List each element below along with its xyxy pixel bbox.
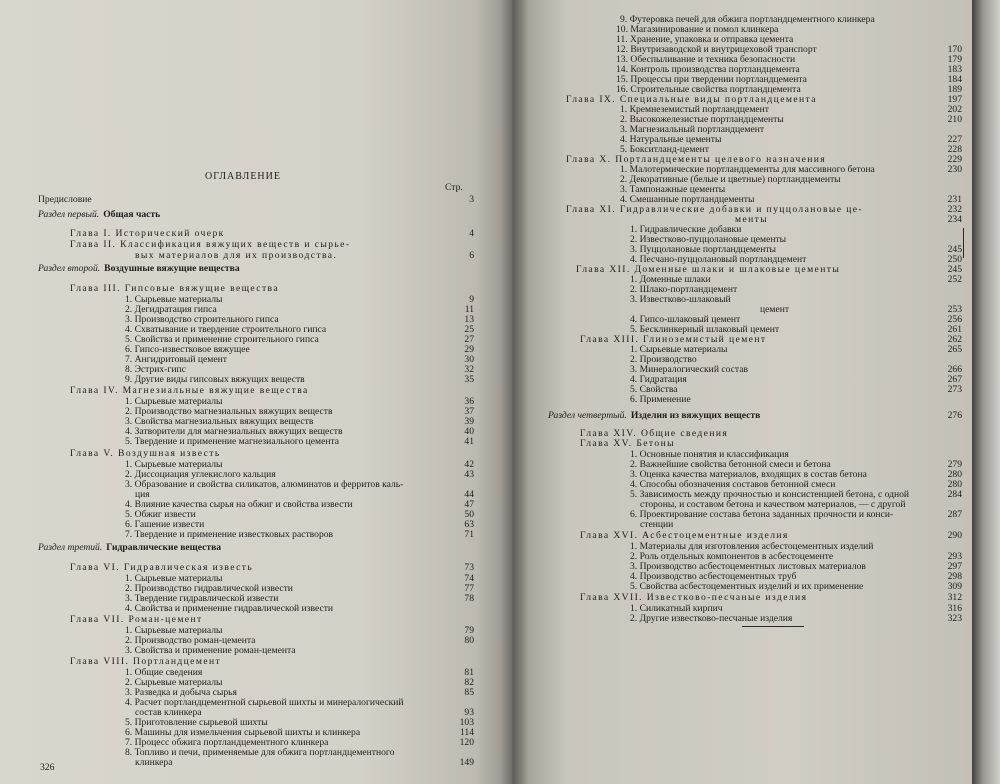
toc-entry <box>630 394 691 405</box>
toc-entry-text: 7. Ангидритовый цемент <box>125 354 227 365</box>
toc-chapter <box>580 438 675 449</box>
toc-entry-text: 2. Диссоциация углекислого кальция <box>125 469 276 480</box>
toc-entry-text: Глава IX. Специальные виды портландцемента <box>566 94 817 105</box>
toc-page-number: 297 <box>947 561 962 572</box>
toc-entry-text: 5. Бесклинкерный шлаковый цемент <box>630 324 780 335</box>
toc-entry-text: 1. Малотермические портландцементы для массивного бетона <box>620 164 875 175</box>
book-gutter <box>500 0 528 784</box>
toc-page-number: 73 <box>464 562 474 573</box>
toc-title: ОГЛАВЛЕНИЕ <box>205 171 281 182</box>
toc-page-number: 27 <box>464 334 474 345</box>
toc-entry-text: ция <box>135 489 150 500</box>
toc-entry-text: 6. Гашение извести <box>125 519 205 530</box>
toc-entry-text: 3. Твердение гидравлической извести <box>125 593 279 604</box>
toc-entry-text: 16. Строительные свойства портландцемента <box>616 84 801 95</box>
toc-entry-text: 8. Топливо и печи, применяемые для обжига портландцементного <box>125 747 395 758</box>
toc-page-number: 312 <box>947 592 962 603</box>
toc-chapter <box>70 239 350 250</box>
toc-entry-text: 2. Производство магнезиальных вяжущих веществ <box>125 406 333 417</box>
toc-entry-text: 2. Высокожелезистые портландцементы <box>620 114 784 125</box>
toc-entry-text: Глава VI. Гидравлическая известь <box>70 562 254 573</box>
toc-chapter <box>580 530 789 541</box>
toc-page-number: 298 <box>947 571 962 582</box>
toc-entry-text: 5. Обжиг извести <box>125 509 196 520</box>
toc-page-number: 256 <box>947 314 962 325</box>
toc-section <box>38 542 221 553</box>
toc-page-number: 9 <box>469 294 474 305</box>
toc-entry-text: стороны, и составом бетона и качеством материалов, — с другой <box>640 499 906 510</box>
toc-entry-text: Глава XII. Доменные шлаки и шлаковые цементы <box>576 264 841 275</box>
toc-chapter <box>70 228 225 239</box>
toc-page-number: 229 <box>947 154 962 165</box>
toc-entry-text: 2. Дегидратация гипса <box>125 304 217 315</box>
toc-page-number: 279 <box>947 459 962 470</box>
toc-page-number: 4 <box>469 228 474 239</box>
margin-mark <box>963 228 964 258</box>
toc-page-number: 6 <box>469 250 474 261</box>
toc-entry-text: 9. Другие виды гипсовых вяжущих веществ <box>125 374 305 385</box>
toc-entry-text: 15. Процессы при твердении портландцемента <box>616 74 807 85</box>
toc-page-number: 280 <box>947 469 962 480</box>
toc-entry-text: 4. Песчано-пуццолановый портландцемент <box>630 254 807 265</box>
toc-page-number: 232 <box>947 204 962 215</box>
toc-section-title: Изделия из вяжущих веществ <box>630 410 761 421</box>
toc-page-number: 42 <box>464 459 474 470</box>
toc-page-number: 309 <box>947 581 962 592</box>
toc-page-number: 35 <box>464 374 474 385</box>
toc-entry-text: 13. Обеспыливание и техника безопасности <box>616 54 796 65</box>
toc-page-number: 266 <box>947 364 962 375</box>
toc-entry-text: 1. Сырьевые материалы <box>125 396 223 407</box>
toc-page-number: 3 <box>469 194 474 205</box>
toc-page-number: 179 <box>947 54 962 65</box>
toc-entry-text: стенции <box>640 519 674 530</box>
toc-entry-text: 1. Доменные шлаки <box>630 274 711 285</box>
toc-entry-text: Глава XIII. Глиноземистый цемент <box>580 334 767 345</box>
toc-chapter <box>70 614 203 625</box>
toc-page-number: 267 <box>947 374 962 385</box>
toc-section-title: Гидравлические вещества <box>106 542 222 553</box>
toc-entry <box>125 479 403 490</box>
toc-entry-text: 1. Гидравлические добавки <box>630 224 742 235</box>
toc-page-number: 293 <box>947 551 962 562</box>
toc-page-number: 37 <box>464 406 474 417</box>
toc-page-number: 197 <box>947 94 962 105</box>
toc-entry-text: Глава V. Воздушная известь <box>70 448 221 459</box>
toc-entry-text: 3. Свойства и применение роман-цемента <box>125 645 296 656</box>
toc-entry-text: 3. Минералогический состав <box>630 364 749 375</box>
toc-entry-text: 3. Тампонажные цементы <box>620 184 726 195</box>
toc-entry-text: 1. Материалы для изготовления асбестоцементных изделий <box>630 541 874 552</box>
toc-page-number: 323 <box>947 613 962 624</box>
toc-page-number: 93 <box>464 707 474 718</box>
toc-chapter <box>70 385 309 396</box>
toc-page-number: 41 <box>464 436 474 447</box>
toc-page-number: 78 <box>464 593 474 604</box>
toc-page-number: 81 <box>464 667 474 678</box>
toc-entry-text: Предисловие <box>38 194 92 205</box>
toc-entry-text: 1. Сырьевые материалы <box>125 573 223 584</box>
toc-page-number: 231 <box>947 194 962 205</box>
toc-entry-text: 6. Проектирование состава бетона заданных прочности и конси- <box>630 509 894 520</box>
toc-entry-text: 6. Машины для измельчения сырьевой шихты и клинкера <box>125 727 361 738</box>
toc-page-number: 43 <box>464 469 474 480</box>
toc-page-number: 79 <box>464 625 474 636</box>
toc-entry <box>125 645 296 656</box>
toc-page-number: 252 <box>947 274 962 285</box>
toc-entry-text: Глава XV. Бетоны <box>580 438 675 449</box>
toc-page-number: 44 <box>464 489 474 500</box>
toc-entry-text: 1. Кремнеземистый портландцемент <box>620 104 769 115</box>
toc-entry-text: 2. Известково-пуццолановые цементы <box>630 234 787 245</box>
toc-entry-text: 4. Свойства и применение гидравлической извести <box>125 603 334 614</box>
toc-entry-text: 4. Натуральные цементы <box>620 134 722 145</box>
toc-entry-text: Глава VII. Роман-цемент <box>70 614 203 625</box>
toc-entry <box>135 757 172 768</box>
toc-chapter <box>580 592 807 603</box>
toc-page-number: 25 <box>464 324 474 335</box>
toc-entry-text: 4. Затворители для магнезиальных вяжущих веществ <box>125 426 343 437</box>
toc-page-number: 230 <box>947 164 962 175</box>
toc-entry-text: Глава XIV. Общие сведения <box>580 428 729 439</box>
toc-entry-text: 2. Роль отдельных компонентов в асбестоцементе <box>630 551 834 562</box>
toc-chapter <box>70 448 221 459</box>
toc-page-number: 170 <box>947 44 962 55</box>
toc-entry <box>38 194 92 205</box>
toc-entry-text: 5. Свойства <box>630 384 678 395</box>
toc-page-number: 114 <box>459 727 474 738</box>
toc-chapter <box>70 283 279 294</box>
toc-entry-text: 8. Эстрих-гипс <box>125 364 186 375</box>
toc-entry-text: 4. Влияние качества сырья на обжиг и свойства извести <box>125 499 353 510</box>
toc-entry-text: Глава X. Портландцементы целевого назначения <box>566 154 827 165</box>
toc-page-number: 30 <box>464 354 474 365</box>
toc-page-number: 276 <box>947 410 962 421</box>
toc-page-number: 39 <box>464 416 474 427</box>
toc-entry-text: 4. Производство асбестоцементных труб <box>630 571 797 582</box>
toc-entry-text: 3. Образование и свойства силикатов, алюминатов и ферритов каль- <box>125 479 404 490</box>
toc-entry-text: 1. Сырьевые материалы <box>125 294 223 305</box>
toc-entry-text: 4. Расчет портландцементной сырьевой шихты и минералогический <box>125 697 404 708</box>
toc-page-number: 280 <box>947 479 962 490</box>
toc-chapter <box>135 250 337 261</box>
toc-page-number: 245 <box>947 264 962 275</box>
toc-entry-text: 2. Сырьевые материалы <box>125 677 223 688</box>
toc-page-number: 183 <box>947 64 962 75</box>
toc-entry <box>760 304 789 315</box>
toc-chapter <box>566 204 863 215</box>
toc-entry <box>125 529 333 540</box>
toc-page-number: 40 <box>464 426 474 437</box>
toc-entry-text: Глава XVI. Асбестоцементные изделия <box>580 530 789 541</box>
toc-entry-text: Глава III. Гипсовые вяжущие вещества <box>70 283 279 294</box>
toc-page-number: 290 <box>947 530 962 541</box>
toc-entry-text: 11. Хранение, упаковка и отправка цемента <box>616 34 794 45</box>
toc-entry-text: 5. Свойства асбестоцементных изделий и их применение <box>630 581 864 592</box>
page-column-header: Стр. <box>445 182 463 193</box>
toc-entry-text: 3. Разведка и добыча сырья <box>125 687 237 698</box>
toc-page-number: 228 <box>947 144 962 155</box>
toc-page-number: 184 <box>947 74 962 85</box>
toc-page-number: 253 <box>947 304 962 315</box>
toc-page-number: 273 <box>947 384 962 395</box>
toc-page-number: 261 <box>947 324 962 335</box>
toc-entry-text: 5. Свойства и применение строительного гипса <box>125 334 319 345</box>
toc-page-number: 245 <box>947 244 962 255</box>
toc-entry-text: 6. Гипсо-известковое вяжущее <box>125 344 250 355</box>
toc-chapter <box>70 656 221 667</box>
toc-page-number: 82 <box>464 677 474 688</box>
toc-entry-text: 4. Гидратация <box>630 374 687 385</box>
toc-page-number: 50 <box>464 509 474 520</box>
toc-section-title: Общая часть <box>103 209 161 220</box>
toc-page-number: 36 <box>464 396 474 407</box>
end-rule <box>742 626 804 627</box>
toc-entry-text: 3. Известково-шлаковый <box>630 294 731 305</box>
toc-entry-text: 1. Основные понятия и классификация <box>630 449 789 460</box>
toc-section <box>548 410 760 421</box>
toc-entry-text: 2. Декоративные (белые и цветные) портландцементы <box>620 174 841 185</box>
toc-entry-text: Глава VIII. Портландцемент <box>70 656 222 667</box>
toc-page-number: 120 <box>459 737 474 748</box>
toc-entry-text: Раздел второй. <box>38 263 101 274</box>
toc-entry-text: 12. Внутризаводской и внутрицеховой транспорт <box>616 44 817 55</box>
toc-entry-text: 1. Общие сведения <box>125 667 203 678</box>
toc-entry-text: Раздел третий. <box>38 542 103 553</box>
toc-entry-text: Глава II. Классификация вяжущих веществ и сырье- <box>70 239 351 250</box>
toc-page-number: 227 <box>947 134 962 145</box>
toc-entry-text: 10. Магазинирование и помол клинкера <box>616 24 779 35</box>
toc-entry-text: 3. Производство асбестоцементных листовых материалов <box>630 561 866 572</box>
toc-entry-text: 1. Силикатный кирпич <box>630 603 723 614</box>
toc-entry-text: вых материалов для их производства. <box>135 250 338 261</box>
toc-page-number: 262 <box>947 334 962 345</box>
toc-entry-text: Глава XI. Гидравлические добавки и пуццолановые це- <box>566 204 863 215</box>
toc-section-title: Воздушные вяжущие вещества <box>104 263 240 274</box>
toc-page-number: 265 <box>947 344 962 355</box>
toc-entry <box>630 294 731 305</box>
toc-section <box>38 263 240 274</box>
toc-entry-text: 5. Приготовление сырьевой шихты <box>125 717 268 728</box>
toc-entry-text: 6. Применение <box>630 394 691 405</box>
toc-entry-text: 4. Способы обозначения составов бетонной смеси <box>630 479 836 490</box>
toc-entry-text: 2. Шлако-портландцемент <box>630 284 738 295</box>
toc-page-number: 11 <box>464 304 474 315</box>
toc-entry-text: Глава IV. Магнезиальные вяжущие вещества <box>70 385 309 396</box>
toc-entry-text: 1. Сырьевые материалы <box>630 344 728 355</box>
toc-entry-text: 3. Оценка качества материалов, входящих в состав бетона <box>630 469 867 480</box>
page-edge <box>972 0 1000 784</box>
toc-entry <box>630 581 863 592</box>
toc-entry <box>125 436 339 447</box>
toc-entry-text: менты <box>735 214 769 225</box>
toc-entry <box>640 519 673 530</box>
toc-section <box>38 209 160 220</box>
toc-entry-text: 7. Процесс обжига портландцементного клинкера <box>125 737 329 748</box>
page-number: 326 <box>40 762 55 773</box>
toc-entry-text: 2. Важнейшие свойства бетонной смеси и бетона <box>630 459 831 470</box>
toc-entry-text: цемент <box>760 304 790 315</box>
toc-entry-text: 4. Гипсо-шлаковый цемент <box>630 314 741 325</box>
toc-entry-text: 3. Свойства магнезиальных вяжущих веществ <box>125 416 314 427</box>
toc-entry-text: 7. Твердение и применение известковых растворов <box>125 529 334 540</box>
toc-page-number: 189 <box>947 84 962 95</box>
toc-entry-text: клинкера <box>135 757 173 768</box>
toc-page-number: 74 <box>464 573 474 584</box>
toc-page-number: 287 <box>947 509 962 520</box>
toc-entry-text: 9. Футеровка печей для обжига портландцементного клинкера <box>620 14 875 25</box>
toc-page-number: 32 <box>464 364 474 375</box>
toc-entry-text: 2. Производство роман-цемента <box>125 635 256 646</box>
toc-entry <box>630 613 792 624</box>
toc-page-number: 103 <box>459 717 474 728</box>
toc-entry-text: 5. Зависимость между прочностью и консистенцией бетона, с одной <box>630 489 910 500</box>
toc-entry-text: Раздел первый. <box>38 209 100 220</box>
toc-page-number: 210 <box>947 114 962 125</box>
toc-entry-text: 14. Контроль производства портландцемента <box>616 64 800 75</box>
toc-page-number: 234 <box>947 214 962 225</box>
toc-entry-text: 4. Смешанные портландцементы <box>620 194 755 205</box>
toc-entry-text: Раздел четвертый. <box>548 410 627 421</box>
toc-page-number: 284 <box>947 489 962 500</box>
toc-entry-text: 2. Производство <box>630 354 697 365</box>
toc-entry-text: 5. Бокситланд-цемент <box>620 144 709 155</box>
toc-entry <box>125 603 333 614</box>
toc-entry-text: 2. Производство гидравлической извести <box>125 583 293 594</box>
toc-page-number: 250 <box>947 254 962 265</box>
toc-entry-text: 1. Сырьевые материалы <box>125 625 223 636</box>
toc-page-number: 29 <box>464 344 474 355</box>
toc-entry-text: 2. Другие известково-песчаные изделия <box>630 613 793 624</box>
toc-chapter <box>70 562 253 573</box>
toc-entry-text: 3. Магнезиальный портландцемент <box>620 124 765 135</box>
toc-entry <box>125 374 305 385</box>
toc-page-number: 47 <box>464 499 474 510</box>
toc-page-number: 63 <box>464 519 474 530</box>
toc-page-number: 202 <box>947 104 962 115</box>
toc-entry-text: 5. Твердение и применение магнезиального цемента <box>125 436 340 447</box>
toc-page-number: 80 <box>464 635 474 646</box>
toc-entry-text: 3. Производство строительного гипса <box>125 314 279 325</box>
toc-page-number: 316 <box>947 603 962 614</box>
toc-page-number: 71 <box>464 529 474 540</box>
toc-page-number: 77 <box>464 583 474 594</box>
toc-page-number: 13 <box>464 314 474 325</box>
toc-entry-text: состав клинкера <box>135 707 202 718</box>
toc-entry-text: Глава I. Исторический очерк <box>70 228 225 239</box>
toc-page-number: 149 <box>459 757 474 768</box>
toc-entry-text: 3. Пуццолановые портландцементы <box>630 244 776 255</box>
toc-entry-text: 1. Сырьевые материалы <box>125 459 223 470</box>
toc-page-number: 85 <box>464 687 474 698</box>
toc-entry-text: Глава XVII. Известково-песчаные изделия <box>580 592 808 603</box>
toc-entry-text: 4. Схватывание и твердение строительного гипса <box>125 324 327 335</box>
